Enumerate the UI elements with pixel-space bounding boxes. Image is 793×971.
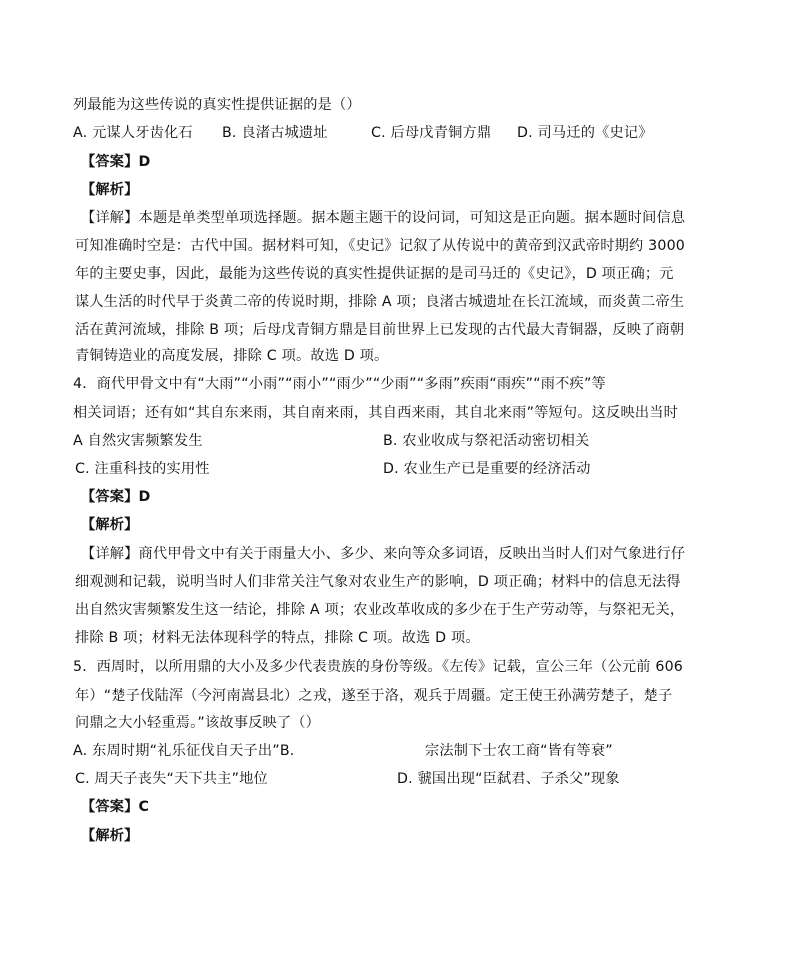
q5-option-c: C. 周天子丧失“天下共主”地位 [75,771,268,787]
q3-stem-tail: 列最能为这些传说的真实性提供证据的是（） [73,97,361,113]
q3-detail-line: 可知准确时空是：古代中国。据材料可知，《史记》记叙了从传说中的黄帝到汉武帝时期约 3000 [75,238,686,254]
q5-option-a: A. 东周时期“礼乐征伐自天子出”B. [73,743,295,759]
q3-option-a: A. 元谋人牙齿化石 [73,125,193,141]
q3-analysis-label: 【解析】 [81,182,139,198]
q3-detail-line: 活在黄河流域，排除 B 项；后母戊青铜方鼎是目前世界上已发现的古代最大青铜器，反映了商朝 [75,322,685,338]
q3-option-c: C. 后母戊青铜方鼎 [371,125,492,141]
q5-stem-line: 问鼎之大小轻重焉。”该故事反映了（） [75,715,321,731]
q4-analysis-label: 【解析】 [81,517,139,533]
q4-detail-line: 排除 B 项；材料无法体现科学的特点，排除 C 项。故选 D 项。 [75,630,480,646]
q4-detail-line: 细观测和记载，说明当时人们非常关注气象对农业生产的影响，D 项正确；材料中的信息无法得 [75,574,681,590]
q3-option-b: B. 良渚古城遗址 [222,125,328,141]
q4-option-a: A 自然灾害频繁发生 [73,433,203,449]
q4-option-c: C. 注重科技的实用性 [75,461,210,477]
q5-stem-line: 年）“楚子伐陆浑（今河南嵩县北）之戎，遂至于洛，观兵于周疆。定王使王孙满劳楚子，楚子 [75,688,673,704]
q3-detail-line: 谋人生活的时代早于炎黄二帝的传说时期，排除 A 项；良渚古城遗址在长江流域，而炎黄二帝生 [75,294,685,310]
q3-detail-line: 年的主要史事，因此，最能为这些传说的真实性提供证据的是司马迁的《史记》，D 项正确；元 [75,266,674,282]
q4-option-b: B. 农业收成与祭祀活动密切相关 [383,433,590,449]
q5-option-b: 宗法制下士农工商“皆有等衰” [425,743,613,759]
q4-detail-line: 【详解】商代甲骨文中有关于雨量大小、多少、来向等众多词语，反映出当时人们对气象进行仔 [81,546,686,562]
q4-answer: 【答案】D [81,489,151,505]
q4-stem-line: 相关词语；还有如“其自东来雨，其自南来雨，其自西来雨，其自北来雨”等短句。这反映出当时 [73,405,678,421]
q4-option-d: D. 农业生产已是重要的经济活动 [383,461,591,477]
q3-answer: 【答案】D [81,154,151,170]
q3-detail-line: 【详解】本题是单类型单项选择题。据本题主题干的设问词，可知这是正向题。据本题时间信息 [81,210,686,226]
q4-stem-line: 4．商代甲骨文中有“大雨”“小雨”“雨小”“雨少”“少雨”“多雨”疾雨“雨疾”“雨不疾”等 [73,376,606,392]
q5-option-d: D. 虢国出现“臣弑君、子杀父”现象 [397,771,620,787]
q3-option-d: D. 司马迁的《史记》 [517,125,653,141]
q4-detail-line: 出自然灾害频繁发生这一结论，排除 A 项；农业改革收成的多少在于生产劳动等，与祭祀无关， [75,602,685,618]
q5-answer: 【答案】C [81,799,150,815]
q5-stem-line: 5．西周时，以所用鼎的大小及多少代表贵族的身份等级。《左传》记载，宣公三年（公元前 606 [73,659,684,675]
q5-analysis-label: 【解析】 [81,828,139,844]
q3-detail-line: 青铜铸造业的高度发展，排除 C 项。故选 D 项。 [75,348,389,364]
